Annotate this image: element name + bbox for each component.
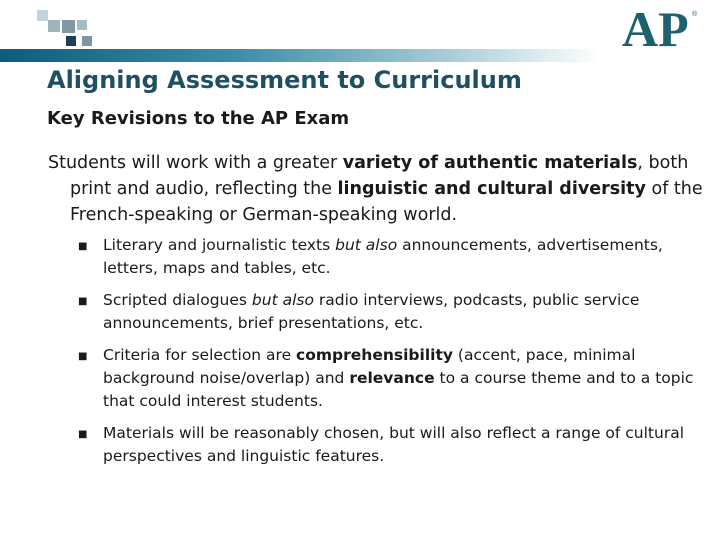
list-item: ■ Literary and journalistic texts but also announcements, advertisements, letters, maps and tables, etc. — [78, 236, 663, 277]
svg-text:AP: AP — [622, 2, 689, 50]
intro-paragraph: Students will work with a greater variety of authentic materials, both print and audio, reflecting the linguistic and cultural diversity of the French-speaking or German-speaking world. — [48, 153, 703, 225]
bullet-list — [48, 234, 708, 468]
list-item: ■ Criteria for selection are comprehensibility (accent, pace, minimal background noise/overlap) and relevance to a course theme and to a topic that could interest students. — [78, 346, 694, 410]
ap-logo — [618, 2, 698, 50]
page-subtitle: Key Revisions to the AP Exam — [47, 108, 350, 129]
slide-body — [48, 150, 708, 477]
bullet-square-icon: ■ — [78, 351, 88, 362]
bullet-square-icon: ■ — [78, 429, 88, 440]
bullet-square-icon: ■ — [78, 296, 88, 307]
list-item: ■ Materials will be reasonably chosen, but will also reflect a range of cultural perspectives and linguistic features. — [78, 424, 685, 465]
svg-text:®: ® — [692, 11, 698, 18]
page-title: Aligning Assessment to Curriculum — [47, 66, 522, 94]
bullet-square-icon: ■ — [78, 241, 88, 252]
list-item: ■ Scripted dialogues but also radio interviews, podcasts, public service announcements, brief presentations, etc. — [78, 291, 640, 332]
title-accent-bar — [0, 49, 600, 62]
